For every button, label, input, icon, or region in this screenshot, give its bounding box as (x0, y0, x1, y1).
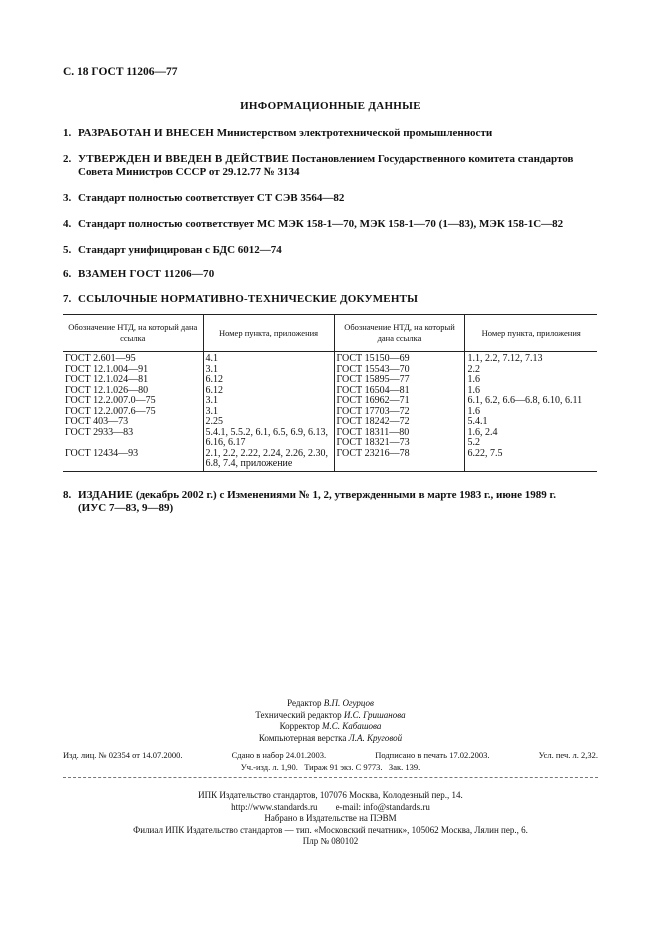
table-cell: ГОСТ 15150—69 (334, 352, 465, 365)
item-number: 2. (63, 153, 72, 165)
credit-label: Компьютерная верстка (258, 732, 349, 743)
imprint-line-1 (63, 750, 598, 760)
table-cell: 6.12 (203, 386, 334, 397)
table-cell: 3.1 (203, 407, 334, 418)
table-cell: 2.1, 2.2, 2.22, 2.24, 2.26, 2.30, 6.8, 7.4, приложение (203, 449, 334, 472)
item-text: Стандарт унифицирован с БДС 6012—74 (78, 244, 282, 256)
publisher-contacts (0, 802, 661, 814)
imprint-line-2: Уч.-изд. л. 1,90. Тираж 91 экз. С 9773. Зак. 139. (240, 762, 421, 772)
table-cell: ГОСТ 12.1.024—81 (63, 375, 203, 386)
item-lead: ИЗДАНИЕ (78, 489, 134, 501)
item-6 (63, 268, 608, 281)
credit-proofreader (0, 721, 661, 733)
item-lead: ССЫЛОЧНЫЕ НОРМАТИВНО-ТЕХНИЧЕСКИЕ ДОКУМЕНТЫ (78, 293, 419, 305)
column-header: Обозначение НТД, на который дана ссылка (63, 315, 203, 352)
table-cell: 1.6 (467, 405, 480, 417)
table-cell: 6.12 (203, 375, 334, 386)
publisher-url: http://www.standards.ru (231, 801, 318, 812)
table-cell: ГОСТ 16962—71 (334, 396, 465, 407)
table-cell: 2.25 (203, 417, 334, 428)
table-cell: ГОСТ 12434—93 (63, 449, 203, 472)
printing-house: Филиал ИПК Издательство стандартов — тип. «Московский печатник», 105062 Москва, Лялин пер., 6. (133, 824, 528, 835)
credit-label: Корректор (279, 721, 322, 731)
credit-tech-editor (0, 710, 661, 722)
table-row (63, 375, 597, 386)
credit-name: В.П. Огурцов (323, 698, 374, 708)
item-number: 4. (63, 218, 72, 230)
item-continuation: Совета Министров СССР от 29.12.77 № 3134 (78, 166, 300, 178)
table-cell: ГОСТ 12.1.004—91 (63, 365, 203, 376)
table-cell: ГОСТ 23216—78 (334, 449, 465, 472)
table-cell: ГОСТ 15543—70 (334, 365, 465, 376)
publisher-block (0, 790, 661, 848)
table-cell: 4.1 (203, 352, 334, 365)
table-cell: 1.6, 2.4 (467, 426, 498, 438)
license-text: Изд. лиц. № 02354 от 14.07.2000. (63, 750, 183, 760)
plr-number: Плр № 080102 (302, 836, 359, 846)
item-2 (63, 153, 608, 179)
column-header: Обозначение НТД, на который дана ссылка (334, 315, 465, 352)
table-row (63, 417, 597, 428)
item-text: Стандарт полностью соответствует СТ СЭВ 3564—82 (78, 192, 345, 204)
item-number: 1. (63, 127, 72, 139)
item-lead: ВЗАМЕН ГОСТ 11206—70 (78, 268, 215, 280)
table-cell: 1.6 (467, 374, 480, 385)
column-header: Номер пункта, приложения (203, 315, 334, 352)
table-cell: 6.1, 6.2, 6.6—6.8, 6.10, 6.11 (467, 395, 583, 406)
table-cell: ГОСТ 2.601—95 (63, 352, 203, 365)
item-8 (63, 489, 608, 515)
item-3 (63, 192, 608, 205)
table-cell: 5.4.1 (467, 416, 488, 427)
table-cell: ГОСТ 18321—73 (334, 438, 465, 449)
item-lead: РАЗРАБОТАН И ВНЕСЕН (78, 127, 215, 139)
item-1 (63, 127, 608, 140)
credit-label: Редактор (287, 698, 324, 708)
table-row (63, 396, 597, 407)
table-cell: ГОСТ 18242—72 (334, 417, 465, 428)
table-cell: ГОСТ 15895—77 (334, 375, 465, 386)
table-cell: 6.22, 7.5 (467, 447, 503, 459)
table-row (63, 428, 597, 439)
publisher-email: e-mail: info@standards.ru (335, 801, 430, 812)
credit-layout (0, 733, 661, 745)
divider (63, 777, 598, 778)
typeset-note: Набрано в Издательстве на ПЭВМ (264, 813, 397, 823)
column-header: Номер пункта, приложения (465, 315, 597, 352)
publisher-address: ИПК Издательство стандартов, 107076 Москва, Колодезный пер., 14. (198, 790, 463, 800)
table-cell: 3.1 (203, 396, 334, 407)
table-cell: 5.2 (467, 437, 480, 448)
table-cell: 3.1 (203, 365, 334, 376)
sheets-text: Усл. печ. л. 2,32. (538, 750, 598, 760)
table-cell: ГОСТ 12.2.007.6—75 (63, 407, 203, 418)
item-text: Постановлением Государственного комитета стандартов (288, 153, 574, 165)
item-number: 7. (63, 293, 72, 305)
table-cell: ГОСТ 403—73 (63, 417, 203, 428)
table-cell: 1.6 (467, 384, 480, 396)
item-4 (63, 218, 608, 231)
table-cell: 2.2 (467, 363, 480, 375)
credit-name: И.С. Гришанова (343, 709, 406, 720)
credit-label: Технический редактор (255, 709, 344, 720)
item-5 (63, 244, 608, 257)
item-number: 6. (63, 268, 72, 280)
reference-documents-table (63, 314, 597, 472)
table-cell: ГОСТ 12.2.007.0—75 (63, 396, 203, 407)
table-header-row (63, 315, 597, 352)
credit-editor (0, 698, 661, 710)
table-cell: ГОСТ 12.1.026—80 (63, 386, 203, 397)
signed-text: Подписано в печать 17.02.2003. (375, 750, 490, 760)
section-title: ИНФОРМАЦИОННЫЕ ДАННЫЕ (240, 100, 421, 112)
table-row (63, 449, 597, 472)
table-row (63, 407, 597, 418)
page-header: С. 18 ГОСТ 11206—77 (63, 66, 178, 78)
item-number: 3. (63, 192, 72, 204)
item-continuation: (ИУС 7—83, 9—89) (78, 502, 174, 514)
item-7 (63, 293, 608, 306)
item-lead: УТВЕРЖДЕН И ВВЕДЕН В ДЕЙСТВИЕ (78, 153, 289, 165)
item-text: Стандарт полностью соответствует МС МЭК 158-1—70, МЭК 158-1—70 (1—83), МЭК 158-1С—82 (78, 218, 564, 230)
item-text: (декабрь 2002 г.) с Изменениями № 1, 2, утвержденными в марте 1983 г., июне 1989 г. (133, 489, 556, 501)
table-cell: ГОСТ 17703—72 (334, 407, 465, 418)
table-row (63, 352, 597, 365)
credits-block (0, 698, 661, 744)
table-cell: ГОСТ 18311—80 (334, 428, 465, 439)
table-cell: ГОСТ 16504—81 (334, 386, 465, 397)
item-number: 8. (63, 489, 72, 501)
credit-name: Л.А. Круговой (348, 732, 403, 743)
item-text: Министерством электротехнической промышленности (214, 127, 493, 139)
table-cell: ГОСТ 2933—83 (63, 428, 203, 449)
table-cell: 1.1, 2.2, 7.12, 7.13 (467, 353, 543, 364)
credit-name: М.С. Кабашова (321, 721, 382, 731)
table-cell: 5.4.1, 5.5.2, 6.1, 6.5, 6.9, 6.13, 6.16, 6.17 (203, 428, 334, 449)
item-number: 5. (63, 244, 72, 256)
sent-text: Сдано в набор 24.01.2003. (231, 750, 327, 760)
